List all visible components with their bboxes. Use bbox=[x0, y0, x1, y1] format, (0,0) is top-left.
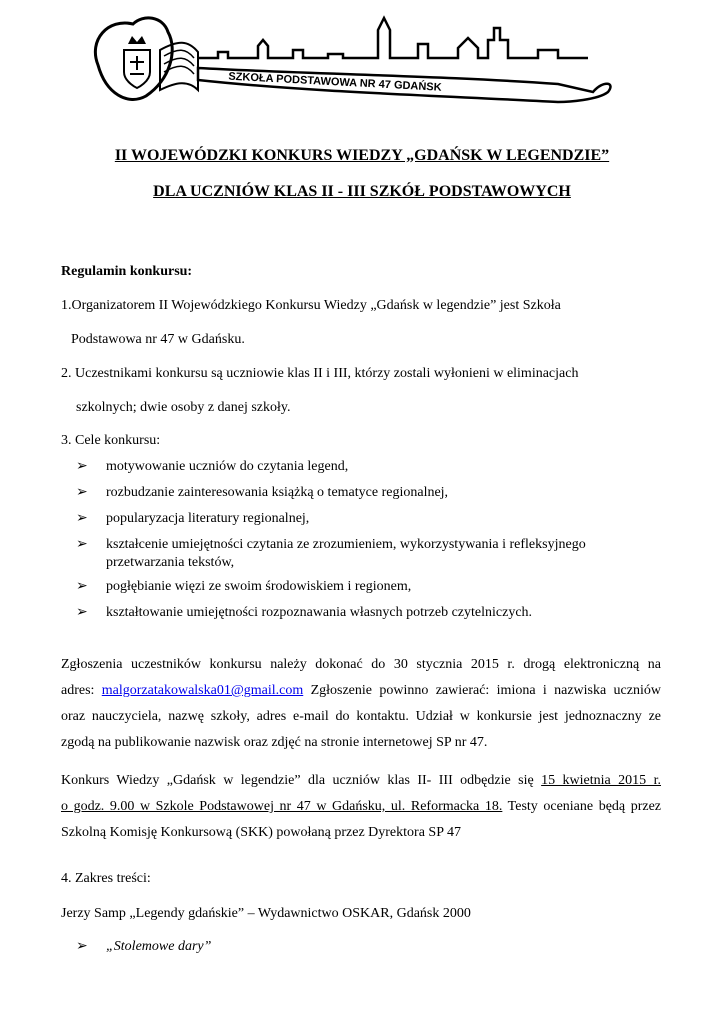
arrow-bullet-icon: ➢ bbox=[76, 537, 88, 552]
school-logo-text: SZKOŁA PODSTAWOWA NR 47 GDAŃSK bbox=[228, 70, 442, 94]
goals-list bbox=[76, 458, 636, 630]
list-item: ➢ kształcenie umiejętności czytania ze zrozumieniem, wykorzystywania i refleksyjnego przetwarzania tekstów, bbox=[76, 537, 586, 570]
scope-heading: 4. Zakres treści: bbox=[61, 871, 151, 886]
rule-1-line1: 1.Organizatorem II Wojewódzkiego Konkursu Wiedzy „Gdańsk w legendzie” jest Szkoła bbox=[61, 298, 561, 313]
rule-2-line1: 2. Uczestnikami konkursu są uczniowie klas II i III, którzy zostali wyłonieni w eliminacjach bbox=[61, 366, 579, 381]
arrow-bullet-icon: ➢ bbox=[76, 485, 88, 500]
arrow-bullet-icon: ➢ bbox=[76, 579, 88, 594]
scope-item: ➢ „Stolemowe dary” bbox=[76, 939, 212, 954]
rule-2-line2: szkolnych; dwie osoby z danej szkoły. bbox=[76, 400, 291, 415]
list-item: ➢ rozbudzanie zainteresowania książką o tematyce regionalnej, bbox=[76, 485, 449, 500]
school-logo-graphic bbox=[88, 10, 618, 110]
document-title-line1: II WOJEWÓDZKI KONKURS WIEDZY „GDAŃSK W LEGENDZIE” bbox=[114, 147, 610, 164]
list-item: ➢ motywowanie uczniów do czytania legend, bbox=[76, 459, 349, 474]
document-title-line2: DLA UCZNIÓW KLAS II - III SZKÓŁ PODSTAWOWYCH bbox=[153, 183, 571, 200]
list-item: ➢ popularyzacja literatury regionalnej, bbox=[76, 511, 310, 526]
contest-paragraph: Konkurs Wiedzy „Gdańsk w legendzie” dla uczniów klas II- III odbędzie się 15 kwietnia 2015 r. o godz. 9.00 w Szkole Podstawowej nr 47 w Gdańsku, ul. Reformacka 18. Testy oceniane będą przez Szkolną Komisję Konkursową (SKK) powołaną przez Dyrektora SP 47 bbox=[61, 773, 661, 840]
arrow-bullet-icon: ➢ bbox=[76, 459, 88, 474]
school-logo bbox=[88, 10, 618, 110]
list-item: ➢ kształtowanie umiejętności rozpoznawania własnych potrzeb czytelniczych. bbox=[76, 605, 533, 620]
registration-paragraph: Zgłoszenia uczestników konkursu należy dokonać do 30 stycznia 2015 r. drogą elektroniczną na adres: malgorzatakowalska01@gmail.com Zgłoszenie powinno zawierać: imiona i nazwiska uczniów oraz nauczyciela, nazwę szkoły, adres e-mail do kontaktu. Udział w konkursie jest jednoznaczny ze zgodą na publikowanie nazwisk oraz zdjęć na stronie internetowej SP nr 47. bbox=[61, 657, 661, 750]
rule-3-heading: 3. Cele konkursu: bbox=[61, 433, 161, 448]
arrow-bullet-icon: ➢ bbox=[76, 939, 88, 954]
arrow-bullet-icon: ➢ bbox=[76, 605, 88, 620]
arrow-bullet-icon: ➢ bbox=[76, 511, 88, 526]
rules-heading: Regulamin konkursu: bbox=[61, 264, 193, 279]
scope-book: Jerzy Samp „Legendy gdańskie” – Wydawnictwo OSKAR, Gdańsk 2000 bbox=[61, 906, 471, 921]
email-link[interactable]: malgorzatakowalska01@gmail.com bbox=[101, 683, 304, 698]
list-item: ➢ pogłębianie więzi ze swoim środowiskiem i regionem, bbox=[76, 579, 412, 594]
rule-1-line2: Podstawowa nr 47 w Gdańsku. bbox=[71, 332, 245, 347]
